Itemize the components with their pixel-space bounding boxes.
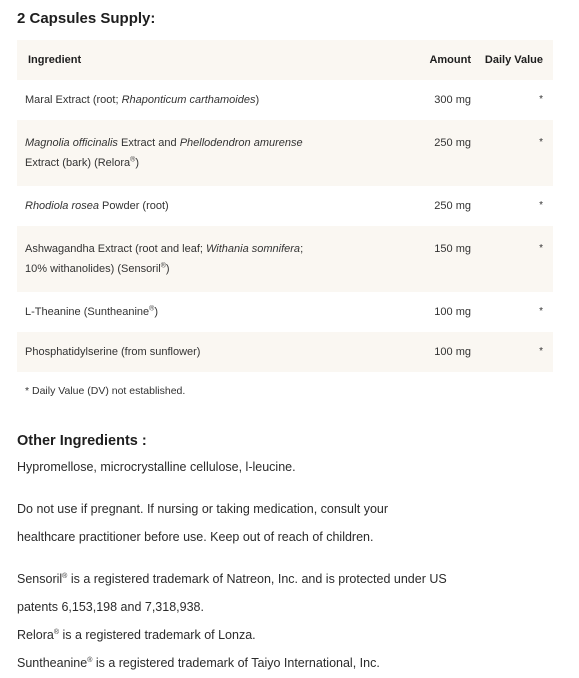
amount-cell: 100 mg [434, 346, 471, 358]
daily-value-cell: * [539, 137, 543, 148]
daily-value-cell: * [539, 306, 543, 317]
amount-cell: 250 mg [434, 200, 471, 212]
table-footnote: * Daily Value (DV) not established. [25, 385, 186, 397]
table-row [17, 332, 553, 372]
ingredient-cell: Phosphatidylserine (from sunflower) [25, 346, 201, 358]
amount-cell: 300 mg [434, 94, 471, 106]
header-daily-value: Daily Value [484, 54, 543, 66]
daily-value-cell: * [539, 94, 543, 105]
trademark-line: Relora® is a registered trademark of Lonza. [17, 628, 256, 642]
table-row [17, 120, 553, 186]
table-body [17, 80, 553, 372]
daily-value-cell: * [539, 200, 543, 211]
table-row [17, 80, 553, 120]
trademark-line: Suntheanine® is a registered trademark of Taiyo International, Inc. [17, 656, 380, 670]
table-row [17, 226, 553, 292]
warning-line: Do not use if pregnant. If nursing or taking medication, consult your [17, 502, 389, 516]
warning-line: healthcare practitioner before use. Keep out of reach of children. [17, 530, 374, 544]
warning-text [17, 495, 579, 551]
other-ingredients-text: Hypromellose, microcrystalline cellulose, l-leucine. [17, 460, 296, 474]
ingredient-cell: Maral Extract (root; Rhaponticum carthamoides) [25, 94, 260, 106]
ingredient-cell: Rhodiola rosea Powder (root) [25, 200, 169, 212]
header-amount: Amount [429, 54, 471, 66]
supplement-table [17, 40, 553, 397]
ingredient-cell: L-Theanine (Suntheanine®) [25, 305, 158, 318]
ingredient-cell: Ashwagandha Extract (root and leaf; Withania somnifera; 10% withanolides) (Sensoril®) [25, 243, 304, 275]
header-ingredient: Ingredient [28, 54, 82, 66]
trademark-notes [17, 565, 579, 677]
ingredient-cell: Magnolia officinalis Extract and Phellodendron amurense Extract (bark) (Relora®) [25, 137, 303, 169]
daily-value-cell: * [539, 346, 543, 357]
section-title: 2 Capsules Supply: [17, 10, 156, 27]
amount-cell: 250 mg [434, 137, 471, 149]
other-ingredients-heading: Other Ingredients : [17, 433, 147, 449]
daily-value-cell: * [539, 243, 543, 254]
amount-cell: 150 mg [434, 243, 471, 255]
table-header [17, 40, 553, 80]
amount-cell: 100 mg [434, 306, 471, 318]
table-row [17, 186, 553, 226]
trademark-line: patents 6,153,198 and 7,318,938. [17, 600, 204, 614]
trademark-line: Sensoril® is a registered trademark of Natreon, Inc. and is protected under US [17, 572, 447, 586]
table-row [17, 292, 553, 332]
